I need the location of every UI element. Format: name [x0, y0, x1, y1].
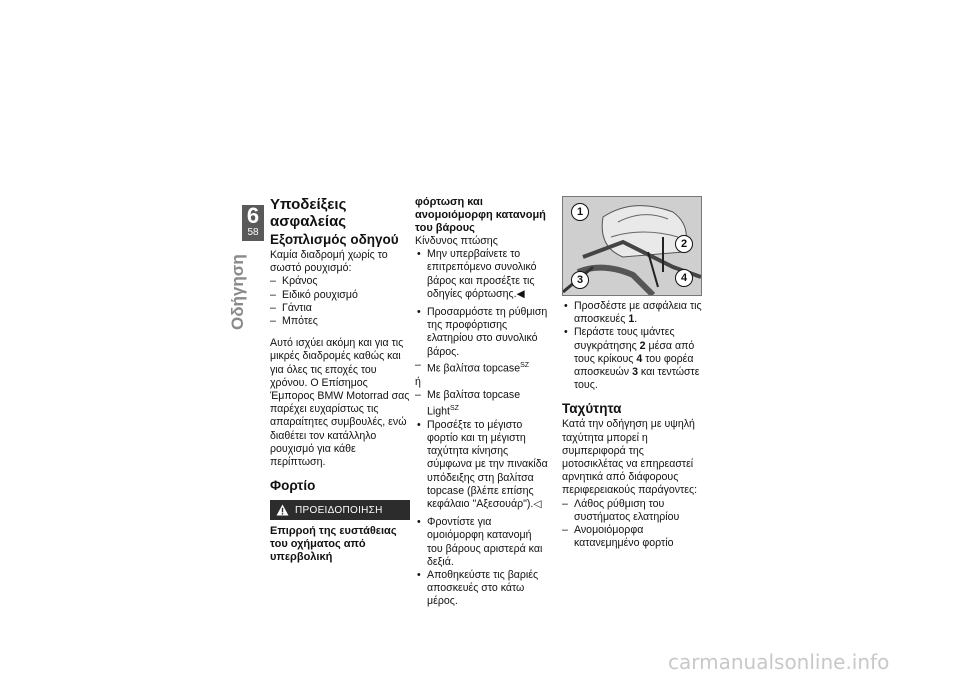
option-code: SZ	[520, 361, 530, 369]
column-1	[270, 196, 410, 564]
list-item: – Κράνος	[270, 275, 410, 288]
bullet-text: Μην υπερβαίνετε το επιτρεπόμενο συνολικό βάρος και προσέξτε τις οδηγίες φόρτωσης.	[427, 248, 537, 300]
strap-instructions	[562, 300, 702, 392]
list-item: – Ειδικό ρουχισμό	[270, 289, 410, 302]
list-item	[415, 419, 550, 511]
list-item: • Αποθηκεύστε τις βαριές αποσκευές στο κάτω μέρος.	[415, 569, 550, 609]
list-item	[562, 326, 702, 392]
list-item: – Γάντια	[270, 302, 410, 315]
warning-title-continued: φόρτωση και ανομοιόμορφη κατανομή του βάρους	[415, 196, 546, 234]
chapter-tab	[242, 205, 264, 241]
bullet-text: του φορέα αποσκευών	[574, 352, 694, 379]
callout-3: 3	[571, 271, 589, 289]
bullet-text: Προσέξτε το μέγιστο φορτίο και τη μέγιστη ταχύτητα κίνησης σύμφωνα με την πινακίδα υπόδειξης στη βαλίτσα topcase (βλέπε επίσης κεφάλαιο "Αξεσουάρ").	[427, 418, 548, 510]
preload-instructions	[415, 306, 550, 376]
list-item	[415, 359, 550, 376]
bullet-text: Προσδέστε με ασφάλεια τις αποσκευές	[574, 300, 702, 326]
end-marker-outline-icon: ◁	[533, 497, 542, 510]
callout-2: 2	[675, 235, 693, 253]
list-item	[415, 248, 550, 301]
list-item: – Ανομοιόμορφα κατανεμημένο φορτίο	[562, 524, 702, 550]
chapter-title: Οδήγηση	[228, 254, 247, 330]
load-instructions	[415, 248, 550, 301]
equipment-paragraph: Αυτό ισχύει ακόμη και για τις μικρές διαδρομές καθώς και για όλες τις εποχές του χρόνου. Ο Επίσημος Έμπορος BMW Motorrad σας παρέχει ευχαρίστως τις απαραίτητες συμβουλές, ενώ διαθέτει τον κατάλληλο ρουχισμό για κάθε περίπτωση.	[270, 337, 410, 469]
safety-heading: Υποδείξεις ασφαλείας	[270, 196, 347, 230]
option-code: SZ	[449, 404, 459, 412]
list-item	[415, 389, 550, 419]
option-text: Με βαλίτσα topcase	[427, 362, 521, 375]
equipment-list	[270, 275, 410, 328]
warning-box	[270, 500, 410, 520]
rider-equipment-heading: Εξοπλισμός οδηγού	[270, 232, 399, 247]
ref-number: 1	[628, 313, 635, 326]
speed-paragraph: Κατά την οδήγηση με υψηλή ταχύτητα μπορεί η συμπεριφορά της μοτοσικλέτας να επηρεαστεί αρνητικά από διάφορους περιφερειακούς παράγοντες:	[562, 418, 698, 497]
list-item: – Λάθος ρύθμιση του συστήματος ελατηρίου	[562, 498, 702, 524]
callout-1: 1	[571, 203, 589, 221]
page-number: 58	[247, 227, 259, 238]
bullet-text: και τεντώστε τους.	[574, 366, 700, 392]
list-item: • Προσδέστε με ασφάλεια τις αποσκευές 1.	[562, 300, 702, 326]
weight-instructions	[415, 516, 550, 608]
equipment-intro: Καμία διαδρομή χωρίς το σωστό ρουχισμό:	[270, 249, 388, 275]
warning-triangle-icon	[276, 504, 289, 516]
speed-heading: Ταχύτητα	[562, 401, 622, 417]
ref-number: 2	[639, 339, 646, 352]
danger-text: Κίνδυνος πτώσης	[415, 235, 498, 247]
watermark: carmanualsonline.info	[668, 650, 890, 674]
column-3	[562, 196, 702, 550]
speed-factors	[562, 498, 702, 551]
ref-number: 3	[632, 366, 638, 379]
luggage-strap-figure	[562, 196, 702, 296]
topcase-instructions	[415, 389, 550, 511]
ref-number: 4	[636, 352, 643, 365]
chapter-number: 6	[246, 203, 260, 228]
option-text: Με βαλίτσα topcase Light	[427, 388, 521, 418]
load-heading: Φορτίο	[270, 478, 316, 494]
bullet-text: μέσα από τους κρίκους	[574, 339, 695, 365]
column-2	[415, 196, 550, 609]
bullet-text: Περάστε τους ιμάντες συγκράτησης	[574, 326, 675, 352]
end-marker-icon: ◀	[516, 287, 525, 300]
or-text: ή	[415, 375, 421, 388]
callout-4: 4	[675, 269, 693, 287]
warning-label: ΠΡΟΕΙΔΟΠΟΙΗΣΗ	[295, 504, 383, 516]
list-item: • Προσαρμόστε τη ρύθμιση της προφόρτισης ελατηρίου στο συνολικό βάρος.	[415, 306, 550, 359]
warning-title: Επιρροή της ευστάθειας του οχήματος από υπερβολική	[270, 525, 397, 564]
list-item: • Φροντίστε για ομοιόμορφη κατανομή του βάρους αριστερά και δεξιά.	[415, 516, 550, 569]
list-item: – Μπότες	[270, 315, 410, 328]
